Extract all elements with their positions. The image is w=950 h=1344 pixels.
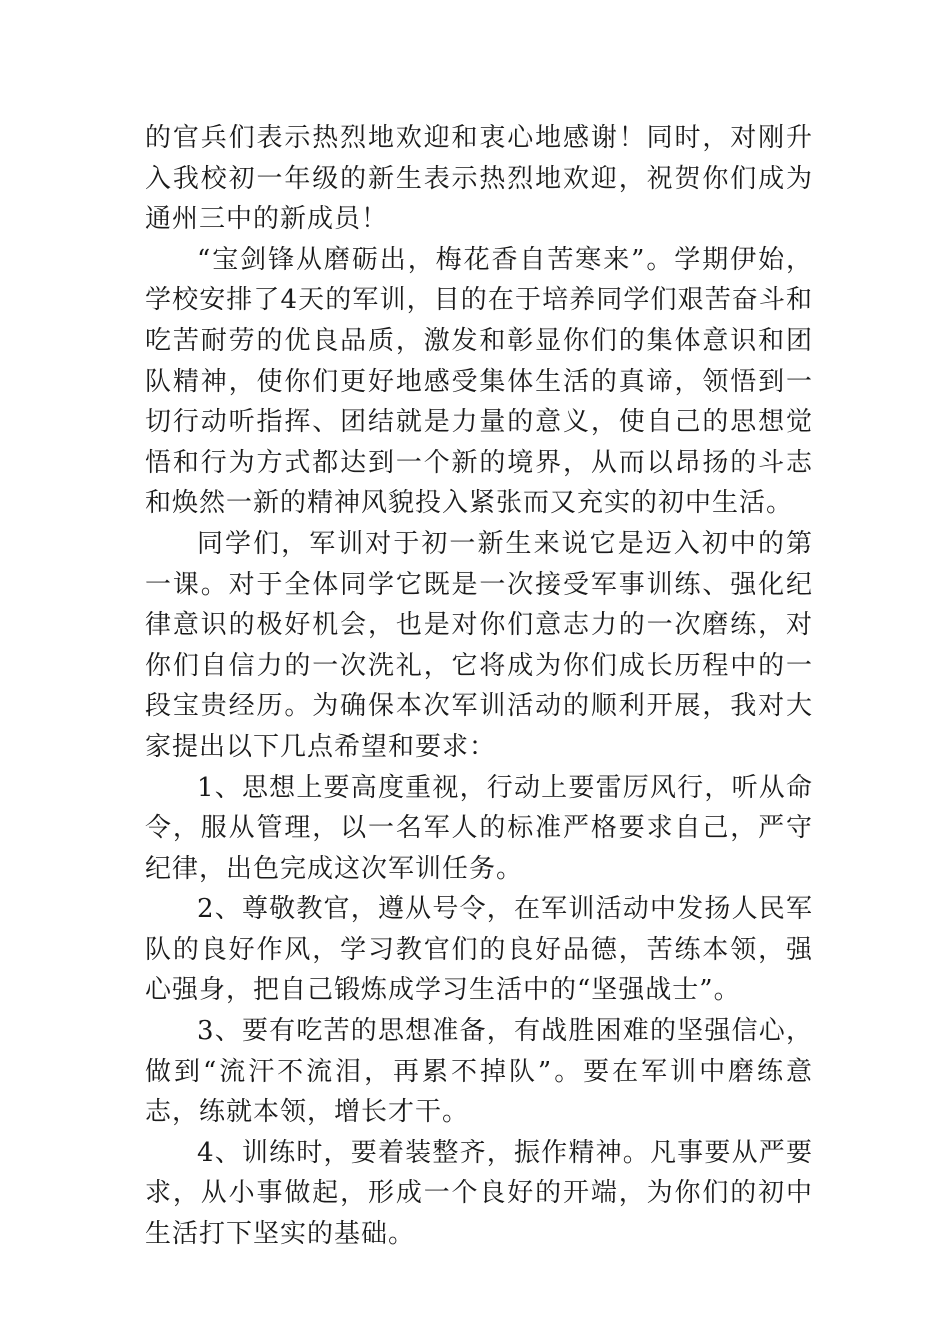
- requirement-item-1: 1、思想上要高度重视，行动上要雷厉风行，听从命令，服从管理，以一名军人的标准严格要求自己，严守纪律，出色完成这次军训任务。: [145, 772, 813, 884]
- requirement-item-2: 2、尊敬教官，遵从号令，在军训活动中发扬人民军队的良好作风，学习教官们的良好品德，苦练本领，强心强身，把自己锻炼成学习生活中的“坚强战士”。: [145, 894, 813, 1006]
- requirement-item-4: 4、训练时，要着装整齐，振作精神。凡事要从严要求，从小事做起，形成一个良好的开端，为你们的初中生活打下坚实的基础。: [145, 1137, 813, 1250]
- paragraph-continuation: 的官兵们表示热烈地欢迎和衷心地感谢！同时，对刚升入我校初一年级的新生表示热烈地欢迎，祝贺你们成为通州三中的新成员！: [145, 123, 813, 235]
- paragraph-first-lesson: 同学们，军训对于初一新生来说它是迈入初中的第一课。对于全体同学它既是一次接受军事训练、强化纪律意识的极好机会，也是对你们意志力的一次磨练，对你们自信力的一次洗礼，它将成为你们成长历程中的一段宝贵经历。为确保本次军训活动的顺利开展，我对大家提出以下几点希望和要求：: [145, 528, 813, 762]
- requirement-item-3: 3、要有吃苦的思想准备，有战胜困难的坚强信心，做到“流汗不流泪，再累不掉队”。要在军训中磨练意志，练就本领，增长才干。: [145, 1016, 813, 1128]
- document-body: [145, 118, 813, 1255]
- paragraph-military-training-purpose: “宝剑锋从磨砺出，梅花香自苦寒来”。学期伊始，学校安排了4天的军训，目的在于培养同学们艰苦奋斗和吃苦耐劳的优良品质，激发和彰显你们的集体意识和团队精神，使你们更好地感受集体生活的真谛，领悟到一切行动听指挥、团结就是力量的意义，使自己的思想觉悟和行为方式都达到一个新的境界，从而以昂扬的斗志和焕然一新的精神风貌投入紧张而又充实的初中生活。: [145, 244, 813, 519]
